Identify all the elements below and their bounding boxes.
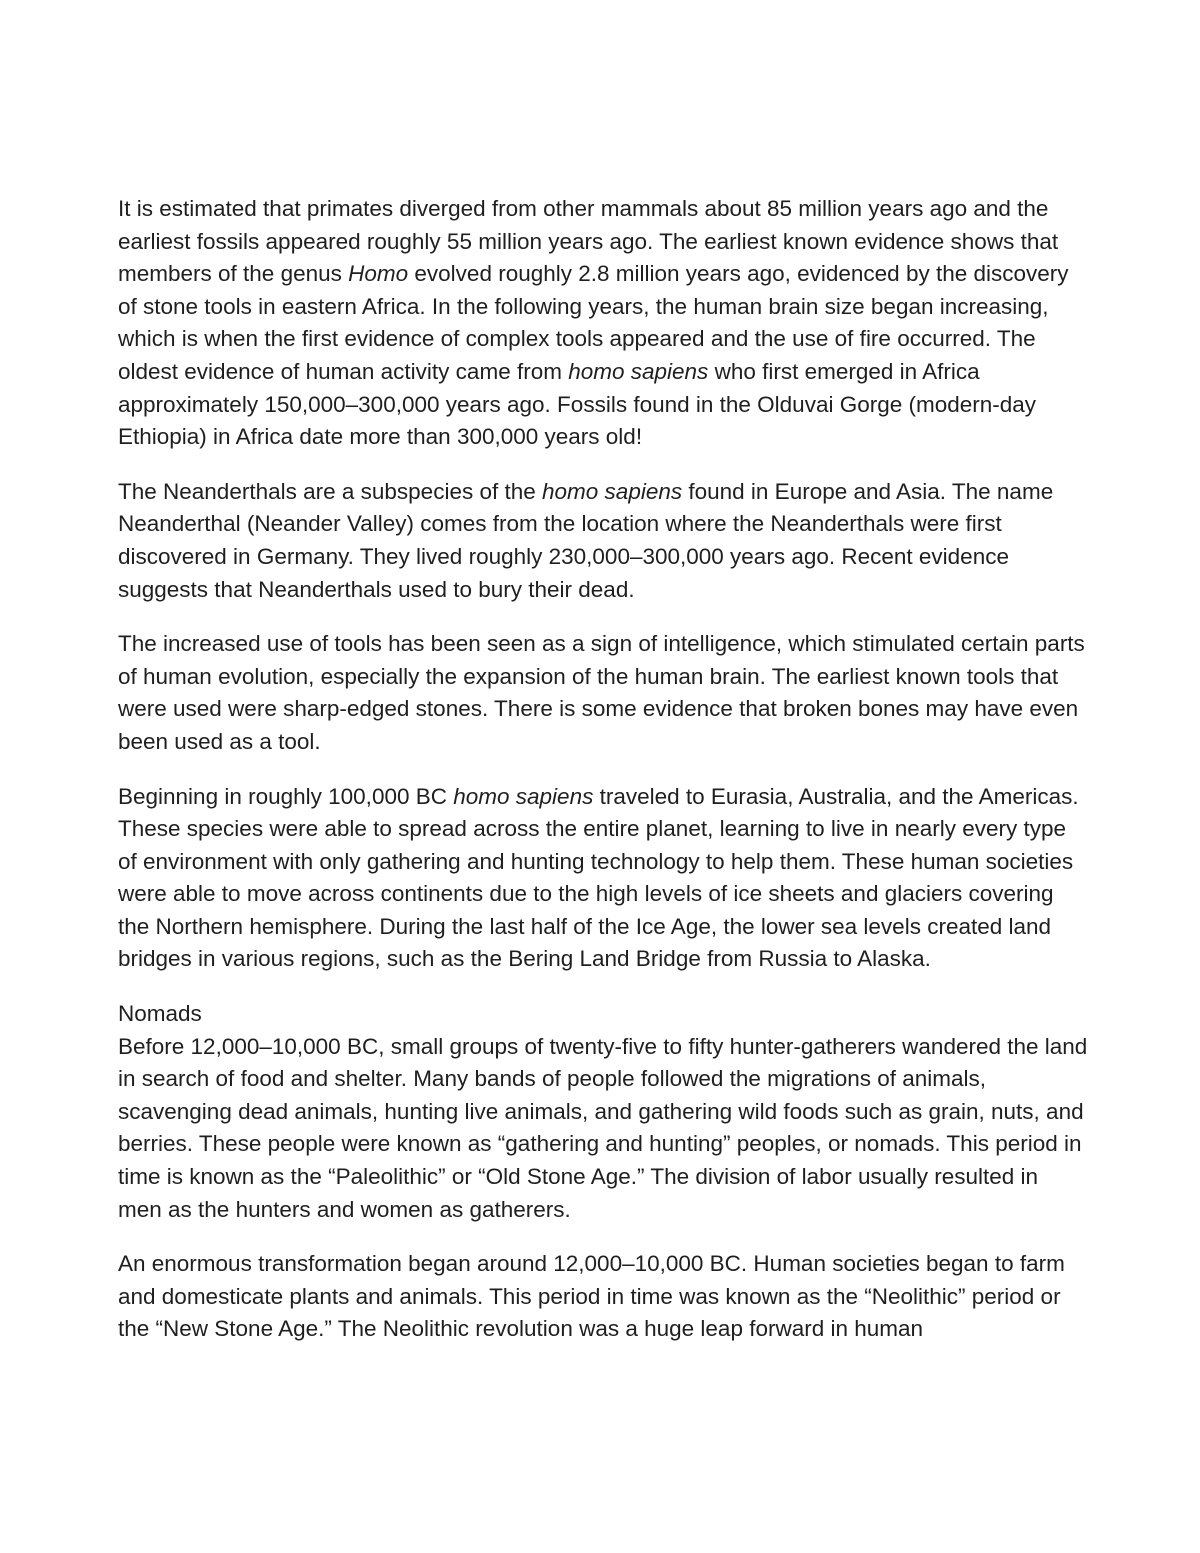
paragraph-nomads: Before 12,000–10,000 BC, small groups of twenty-five to fifty hunter-gatherers wandered the land in search of food and shelter. Many bands of people followed the migrations of animals, scavenging dead animals, hunting live animals, and gathering wild foods such as grain, nuts, and berries. These people were known as “gathering and hunting” peoples, or nomads. This period in time is known as the “Paleolithic” or “Old Stone Age.” The division of labor usually resulted in men as the hunters and women as gatherers. — [118, 1033, 1088, 1222]
text-run: who first emerged in Africa approximately 150,000–300,000 years ago. Fossils found in the Olduvai Gorge (modern-day Ethiopia) in Africa date more than 300,000 years old! — [118, 358, 1037, 450]
paragraph-migration — [118, 781, 1088, 977]
text-run: traveled to Eurasia, Australia, and the Americas. These species were able to spread across the entire planet, learning to live in nearly every type of environment with only gathering and hunting technology to help them. These human societies were able to move across continents due to the high levels of ice sheets and glaciers covering the Northern hemisphere. During the last half of the Ice Age, the lower sea levels created land bridges in various regions, such as the Bering Land Bridge from Russia to Alaska. — [118, 783, 1079, 972]
italic-genus-homo: Homo — [348, 261, 409, 287]
text-run: The Neanderthals are a subspecies of the — [118, 478, 543, 504]
text-run: found in Europe and Asia. The name Neanderthal (Neander Valley) comes from the location where the Neanderthals were first discovered in Germany. They lived roughly 230,000–300,000 years ago. Recent evidence suggests that Neanderthals used to bury their dead. — [118, 478, 1054, 602]
text-run: It is estimated that primates diverged from other mammals about 85 million years ago and the earliest fossils appeared roughly 55 million years ago. The earliest known evidence shows that members of the genus — [118, 196, 1059, 287]
italic-homo-sapiens: homo sapiens — [453, 783, 594, 809]
document-page — [118, 193, 1088, 1368]
italic-homo-sapiens: homo sapiens — [542, 478, 683, 504]
paragraph-primate-origins — [118, 193, 1088, 454]
paragraph-neolithic: An enormous transformation began around 12,000–10,000 BC. Human societies began to farm and domesticate plants and animals. This period in time was known as the “Neolithic” period or the “New Stone Age.” The Neolithic revolution was a huge leap forward in human — [118, 1251, 1065, 1342]
paragraph-tools: The increased use of tools has been seen as a sign of intelligence, which stimulated certain parts of human evolution, especially the expansion of the human brain. The earliest known tools that were used were sharp-edged stones. There is some evidence that broken bones may have even been used as a tool. — [118, 631, 1085, 754]
paragraph-neanderthals — [118, 476, 1088, 606]
text-run: evolved roughly 2.8 million years ago, evidenced by the discovery of stone tools in eastern Africa. In the following years, the human brain size began increasing, which is when the first evidence of complex tools appeared and the use of fire occurred. The oldest evidence of human activity came from — [118, 261, 1069, 384]
italic-homo-sapiens: homo sapiens — [568, 358, 709, 384]
text-run: Beginning in roughly 100,000 BC — [118, 783, 454, 809]
section-heading-nomads: Nomads — [118, 1001, 202, 1027]
